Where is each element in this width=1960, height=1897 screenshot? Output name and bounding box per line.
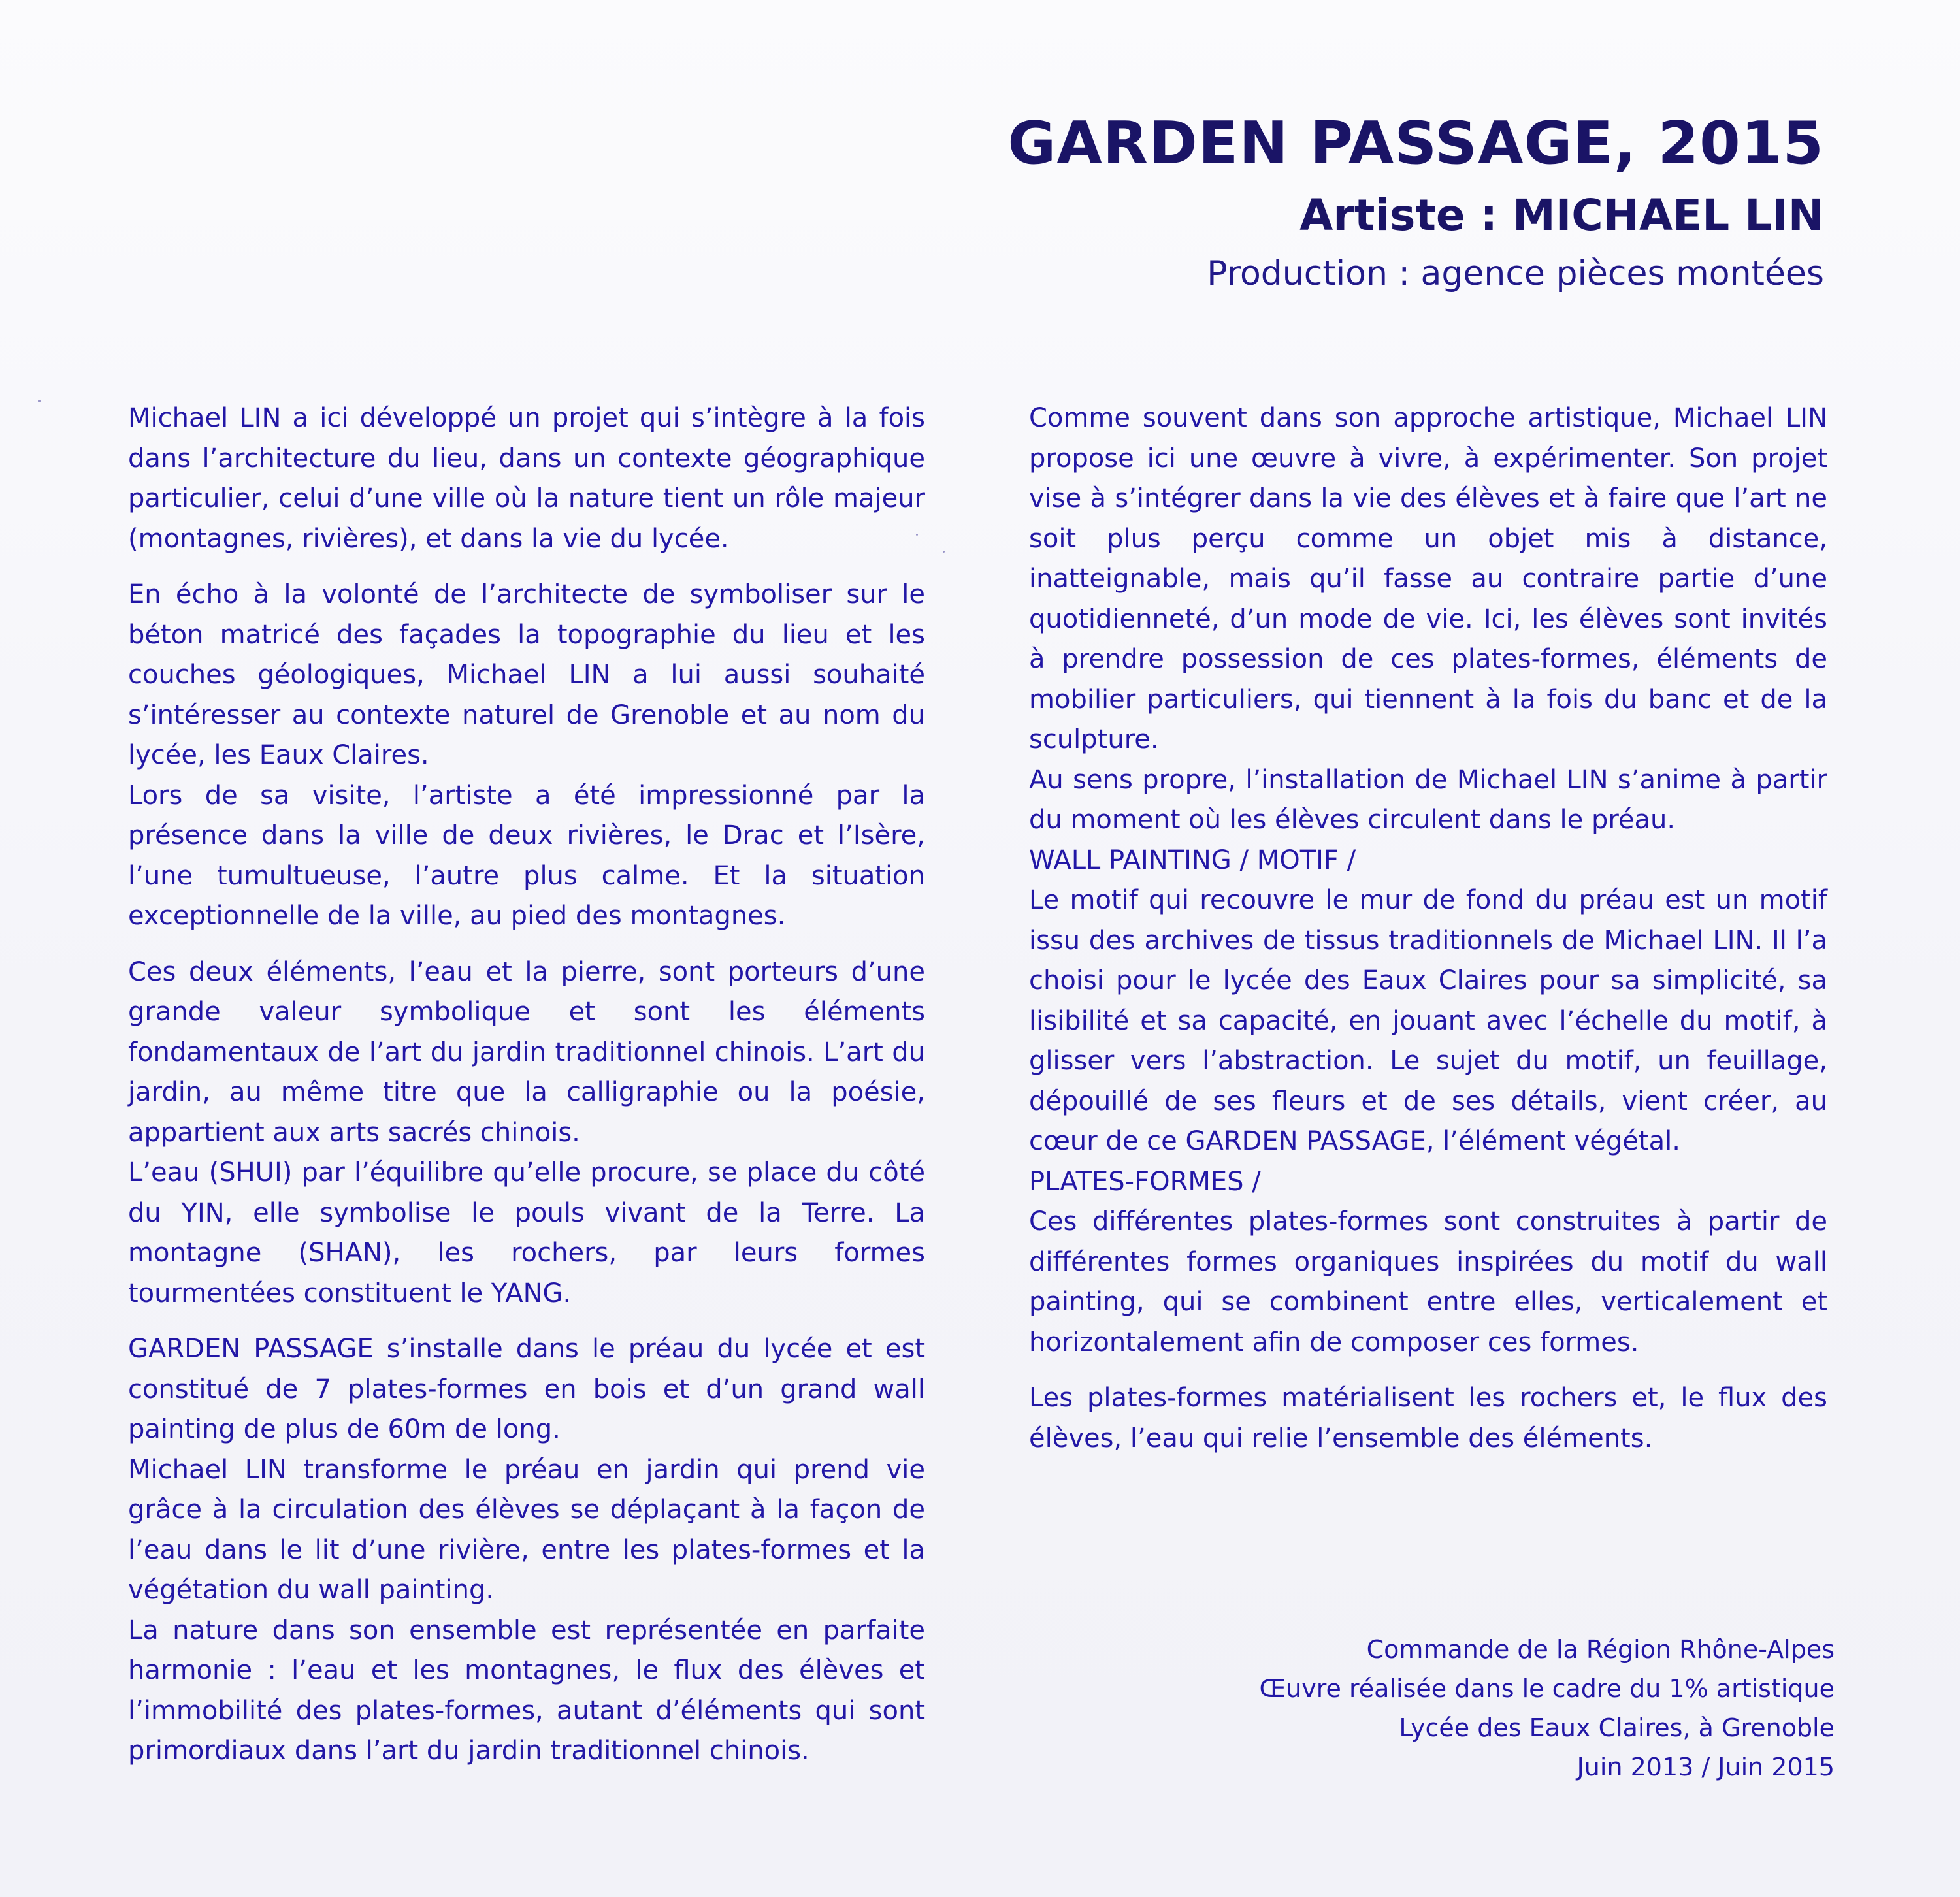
credit-line: Juin 2013 / Juin 2015 (1576, 1753, 1835, 1781)
credits-footer (1260, 1630, 1835, 1787)
paragraph: Ces différentes plates-formes sont construites à partir de différentes formes organiques inspirées du motif du wall painting, qui se combinent entre elles, verticalement et horizontalement afin de composer ces formes. (1029, 1207, 1827, 1357)
paragraph: La nature dans son ensemble est représentée en parfaite harmonie : l’eau et les montagnes, le flux des élèves et l’immobilité des plates-formes, autant d’éléments qui sont primordiaux dans l’art du jardin traditionnel chinois. (128, 1615, 925, 1766)
paragraph: En écho à la volonté de l’architecte de symboliser sur le béton matricé des façades la topographie du lieu et les couches géologiques, Michael LIN a lui aussi souhaité s’intéresser au contexte naturel de Grenoble et au nom du lycée, les Eaux Claires. (128, 579, 925, 770)
paragraph: Lors de sa visite, l’artiste a été impressionné par la présence dans la ville de deux rivières, le Drac et l’Isère, l’une tumultueuse, l’autre plus calme. Et la situation exceptionnelle de la ville, au pied des montagnes. (128, 780, 925, 931)
production-line: Production : agence pièces montées (1207, 254, 1824, 293)
paper-speck (38, 400, 41, 402)
paragraph: Ces deux éléments, l’eau et la pierre, sont porteurs d’une grande valeur symbolique et sont les éléments fondamentaux de l’art du jardin traditionnel chinois. L’art du jardin, au même titre que la calligraphie ou la poésie, appartient aux arts sacrés chinois. (128, 956, 925, 1148)
paragraph: Au sens propre, l’installation de Michael LIN s’anime à partir du moment où les élèves circulent dans le préau. (1029, 764, 1827, 835)
credit-line: Œuvre réalisée dans le cadre du 1% artistique (1259, 1674, 1835, 1703)
section-heading-wall-painting: WALL PAINTING / MOTIF / (1029, 845, 1356, 875)
paper-speck (943, 551, 945, 553)
paragraph: Michael LIN a ici développé un projet qui s’intègre à la fois dans l’architecture du lieu, dans un contexte géographique particulier, celui d’une ville où la nature tient un rôle majeur (montagnes, rivières), et dans la vie du lycée. (128, 403, 925, 554)
credit-line: Lycée des Eaux Claires, à Grenoble (1399, 1713, 1835, 1742)
credit-line: Commande de la Région Rhône-Alpes (1366, 1635, 1835, 1664)
artist-line: Artiste : MICHAEL LIN (1299, 190, 1824, 240)
paragraph: Le motif qui recouvre le mur de fond du préau est un motif issu des archives de tissus traditionnels de Michael LIN. Il l’a choisi pour le lycée des Eaux Claires pour sa simplicité, sa lisibilité et sa capacité, en jouant avec l’échelle du motif, à glisser vers l’abstraction. Le sujet du motif, un feuillage, dépouillé de ses fleurs et de ses détails, vient créer, au cœur de ce GARDEN PASSAGE, l’élément végétal. (1029, 885, 1827, 1156)
right-column (1029, 398, 1827, 1459)
paragraph: Comme souvent dans son approche artistique, Michael LIN propose ici une œuvre à vivre, à expérimenter. Son projet vise à s’intégrer dans la vie des élèves et à faire que l’art ne soit plus perçu comme un objet mis à distance, inatteignable, mais qu’il fasse au contraire partie d’une quotidienneté, d’un mode de vie. Ici, les élèves sont invités à prendre possession de ces plates-formes, éléments de mobilier particuliers, qui tiennent à la fois du banc et de la sculpture. (1029, 403, 1827, 754)
page-title: GARDEN PASSAGE, 2015 (1007, 109, 1824, 178)
document-header (1007, 108, 1824, 300)
paragraph: Les plates-formes matérialisent les rochers et, le flux des élèves, l’eau qui relie l’ensemble des éléments. (1029, 1383, 1827, 1453)
paragraph: Michael LIN transforme le préau en jardin qui prend vie grâce à la circulation des élèves se déplaçant à la façon de l’eau dans le lit d’une rivière, entre les plates-formes et la végétation du wall painting. (128, 1454, 925, 1605)
section-heading-plates-formes: PLATES-FORMES / (1029, 1166, 1261, 1197)
left-column (128, 398, 925, 1772)
paragraph: GARDEN PASSAGE s’installe dans le préau du lycée et est constitué de 7 plates-formes en bois et d’un grand wall painting de plus de 60m de long. (128, 1334, 925, 1444)
paragraph: L’eau (SHUI) par l’équilibre qu’elle procure, se place du côté du YIN, elle symbolise le pouls vivant de la Terre. La montagne (SHAN), les rochers, par leurs formes tourmentées constituent le YANG. (128, 1158, 925, 1308)
